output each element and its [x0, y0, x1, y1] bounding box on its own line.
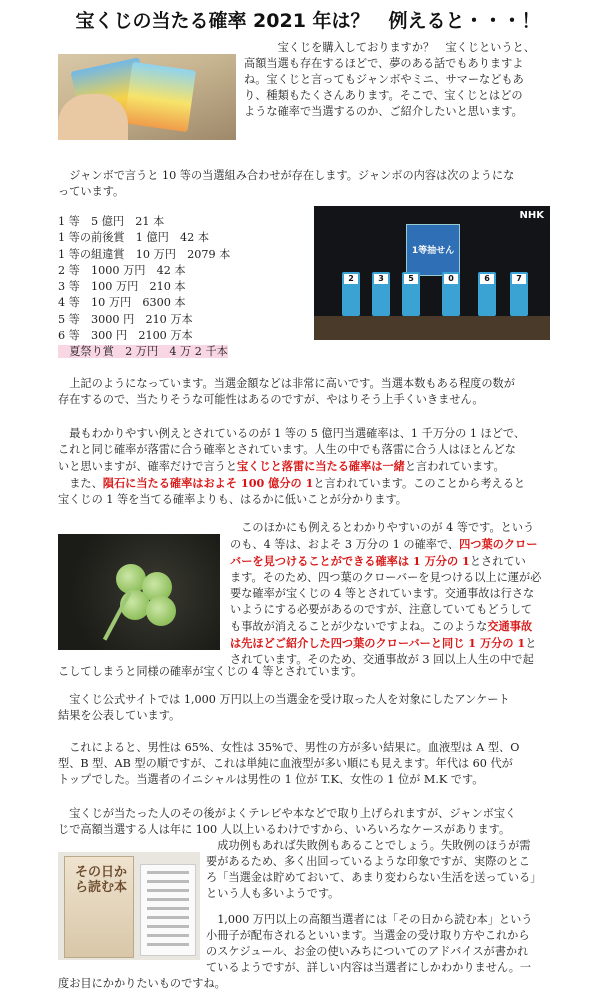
list-item: 1 等の前後賞 1 億円 42 本 [58, 231, 210, 245]
list-item: 5 等 3000 円 210 万本 [58, 312, 193, 326]
drawing-screen: 1等抽せん [406, 224, 460, 276]
lottery-ticket-photo [58, 54, 236, 140]
page-title: 宝くじの当たる確率 2021 年は？ 例えると・・・！ [75, 10, 541, 32]
list-item: 1 等の組違賞 10 万円 2079 本 [58, 247, 231, 261]
lottery-drawing-photo: NHK 1等抽せん 2 3 5 0 6 7 [314, 206, 550, 340]
after-paragraph: 宝くじが当たった人のその後がよくテレビや本などで取り上げられますが、ジャンボ宝く じで高額当選する人は年に 100 人以上いるわけですから、いろいろなケースがあります。 [58, 807, 517, 836]
prize-list [58, 214, 308, 361]
list-item: 3 等 100 万円 210 本 [58, 280, 186, 294]
clover-paragraph-end: こしてしまうと同様の確率が宝くじの 4 等とされています。 [58, 665, 363, 678]
jumbo-intro: ジャンボで言うと 10 等の当選組み合わせが存在します。ジャンボの内容は次のようにな っています。 [58, 169, 515, 198]
book-cover-title: その日から読む本 [75, 865, 128, 895]
probability-analogy-paragraph: 最もわかりやすい例えとされているのが 1 等の 5 億円当選確率は、1 千万分の 1 ほどで、 これと同じ確率が落雷に合う確率とされています。人生の中でも落雷に合う人はほとんどな いと思いますが、確率だけで言うと宝くじと落雷に当たる確率は一緒と言われています。 また、隕石に当たる確率はおよそ 100 億分の 1と言われています。このことから考えると 宝くじの 1 等を当てる確率よりも、はるかに低いことが分かります。 [58, 427, 526, 506]
survey-paragraph: 宝くじ公式サイトでは 1,000 万円以上の当選金を受け取った人を対象にしたアンケート 結果を公表しています。 [58, 693, 510, 722]
highlight-text: 交通事故 [487, 619, 533, 633]
summary-paragraph: 上記のようになっています。当選金額などは非常に高いです。当選本数もある程度の数が 存在するので、当たりそうな可能性はあるのですが、やはりそう上手くいきません。 [58, 377, 515, 406]
list-item: 2 等 1000 万円 42 本 [58, 263, 186, 277]
list-item: 4 等 10 万円 6300 本 [58, 296, 186, 310]
highlight-text: 隕石に当たる確率はおよそ 100 億分の 1 [102, 476, 314, 490]
list-item: 6 等 300 円 2100 万本 [58, 329, 193, 343]
special-prize: 夏祭り賞 2 万円 4 万 2 千本 [58, 345, 228, 359]
highlight-text: は先ほどご紹介した四つ葉のクローバーと同じ 1 万分の 1 [230, 636, 526, 650]
highlight-text: 宝くじと落雷に当たる確率は一緒 [237, 459, 405, 473]
clover-paragraph: このほかにも例えるとわかりやすいのが 4 等です。という のも、4 等は、およそ 3 万分の 1 の確率で、四つ葉のクロー バーを見つけることができる確率は 1 万分の 1とされてい ます。そのため、四つ葉のクローバーを見つける以上に運が必 要な確率が宝くじの 4 等とされています。交通事故は行さな いようにする必要があるのですが、注意していてもどうして も事故が消えることが少ないですよね。このような交通事故 は先ほどご紹介した四つ葉のクローバーと同じ 1 万分の 1と されています。そのため、交通事故が 3 回以上人生の中で起 [230, 521, 542, 666]
list-item: 1 等 5 億円 21 本 [58, 215, 165, 228]
clover-photo [58, 534, 220, 650]
booklet-photo [58, 852, 200, 960]
nhk-logo: NHK [519, 210, 544, 221]
highlight-text: バーを見つけることができる確率は 1 万分の 1 [230, 554, 470, 568]
intro-paragraph: 宝くじを購入しておりますか？ 宝くじというと、 高額当選も存在するほどで、夢のある話でもありますよ ね。宝くじと言ってもジャンボやミニ、サマーなどもあ り、種類もたくさんあります。そこで、宝くじとはどの ような確率で当選するのか、ご紹介したいと思います。 [244, 41, 535, 118]
stats-paragraph: これによると、男性は 65%、女性は 35%で、男性の方が多い結果に。血液型は A 型、O 型、B 型、AB 型の順ですが、これは単純に血液型が多い順にも見えます。年代は 60 代が トップでした。当選者のイニシャルは男性の 1 位が T.K、女性の 1 位が M.K です。 [58, 741, 520, 786]
book-paragraph: 1,000 万円以上の高額当選者には「その日から読む本」という 小冊子が配布されるといいます。当選金の受け取り方やこれから のスケジュール、お金の使いみちについてのアドバイスが書かれ ているようですが、詳しい内容は当選者にしかわかりません。一 [206, 913, 533, 974]
book-paragraph-end: 度お目にかかりたいものですね。 [58, 977, 226, 990]
highlight-text: 四つ葉のクロー [459, 537, 538, 551]
after-paragraph-cont: 成功例もあれば失敗例もあることでしょう。失敗例のほうが需 要があるため、多く出回っているような印象ですが、実際のとこ ろ「当選金は貯めておいて、あまり変わらない生活を送っている」 という人も多いようです。 [206, 839, 542, 900]
